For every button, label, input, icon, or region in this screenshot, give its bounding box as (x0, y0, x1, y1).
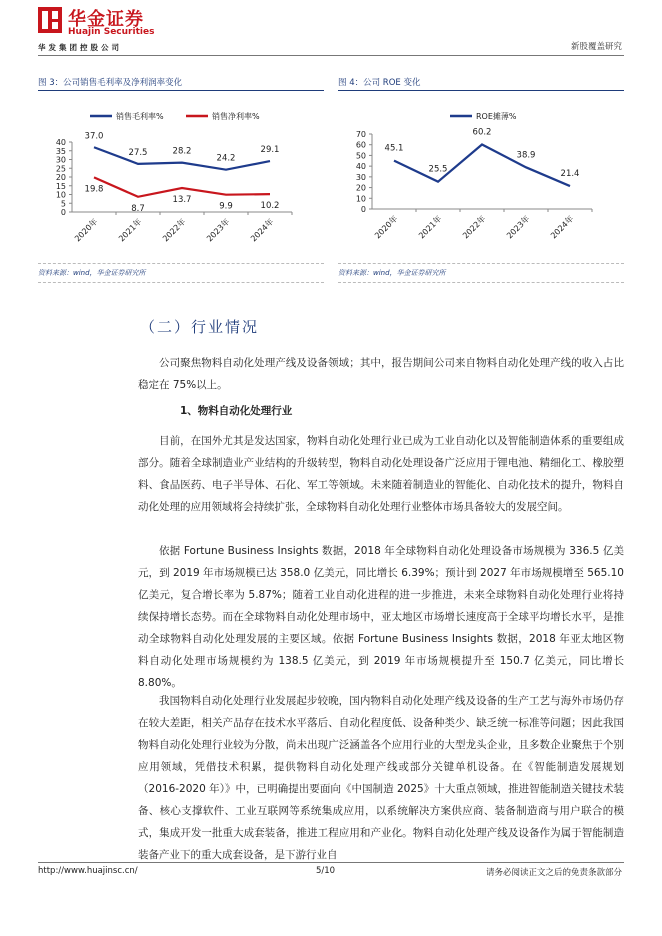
legend-label: 销售毛利率% (116, 112, 164, 121)
paragraph-3: 依据 Fortune Business Insights 数据，2018 年全球物料自动化处理设备市场规模为 336.5 亿美元，到 2019 年市场规模已达 358.0 亿美元，同比增长 6.39%；预计到 2027 年市场规模增至 565.10 亿美元，复合增长率为 5.87%；随着工业自动化进程的进一步推进，未来全球物料自动化处理行业将持续保持增长态势。而在全球物料自动化处理市场中，亚太地区市场增长速度高于全球平均增长水平，是推动全球物料自动化处理发展的主要区域。依据 Fortune Business Insights 数据，2018 年亚太地区物料自动化处理市场规模约为 138.5 亿美元，到 2019 年市场规模提升至 150.7 亿美元，同比增长 8.80%。 (138, 545, 624, 689)
footer-divider (38, 862, 624, 863)
data-label: 24.2 (216, 153, 236, 164)
y-tick-label: 30 (355, 172, 366, 182)
figure-4-title-rule (338, 90, 624, 91)
report-type: 新股覆盖研究 (570, 42, 622, 52)
data-label: 45.1 (384, 143, 404, 154)
y-tick-label: 10 (355, 194, 366, 204)
y-tick-label: 30 (55, 155, 66, 165)
roe-chart (338, 95, 624, 265)
x-tick-label: 2022年 (460, 214, 488, 241)
y-tick-label: 0 (360, 205, 366, 214)
x-tick-label: 2024年 (248, 217, 276, 244)
figure-3-title: 图 3：公司销售毛利率及净利润率变化 (38, 78, 183, 88)
x-tick-label: 2022年 (160, 217, 188, 244)
data-label: 25.5 (428, 164, 448, 175)
paragraph-4: 我国物料自动化处理行业发展起步较晚，国内物料自动化处理产线及设备的生产工艺与海外市场仍存在较大差距，相关产品存在技术水平落后、自动化程度低、设备种类少、缺乏统一标准等问题；因此我国物料自动化处理行业较为分散，尚未出现广泛涵盖各个应用行业的大型龙头企业，且多数企业聚焦于个别应用领域，凭借技术积累，提供物料自动化处理产线或部分关键单机设备。在《智能制造发展规划（2016-2020 年）》中，已明确提出要面向《中国制造 2025》十大重点领域，推进智能制造关键技术装备、核心支撑软件、工业互联网等系统集成应用，以系统解决方案供应商、装备制造商与用户联合的模式，集成开发一批重大成套装备，推进工程应用和产业化。物料自动化处理产线及设备作为属于智能制造装备产业下的重大成套设备，是下游行业自 (138, 695, 624, 861)
brand-name-cn: 华金证券 (68, 9, 144, 30)
data-label: 27.5 (128, 147, 148, 158)
subsection-heading: 1、物料自动化处理行业 (180, 405, 293, 417)
data-label: 9.9 (219, 201, 233, 212)
figure-4-title: 图 4：公司 ROE 变化 (338, 78, 421, 88)
y-tick-label: 35 (55, 146, 66, 156)
x-tick-label: 2020年 (372, 214, 400, 241)
y-tick-label: 60 (355, 140, 366, 150)
data-label: 8.7 (131, 203, 145, 214)
figure-3-source: 资料来源：wind，华金证券研究所 (38, 269, 146, 277)
series-line (394, 145, 570, 187)
section-title: （二）行业情况 (140, 318, 260, 336)
footer-url[interactable]: http://www.huajinsc.cn/ (38, 866, 138, 876)
footer-disclaimer: 请务必阅读正文之后的免责条款部分 (485, 868, 622, 878)
data-label: 13.7 (172, 195, 192, 206)
data-label: 37.0 (84, 131, 104, 142)
legend-label: 销售净利率% (212, 112, 260, 121)
data-label: 28.2 (172, 146, 192, 157)
header-divider (38, 55, 624, 56)
x-tick-label: 2021年 (116, 217, 144, 244)
page-number: 5/10 (316, 866, 336, 876)
figure-4-divider (338, 263, 624, 264)
data-label: 60.2 (472, 127, 492, 138)
figure-3-divider (38, 263, 324, 264)
series-line (94, 177, 270, 196)
y-tick-label: 25 (55, 164, 66, 174)
company-tagline: 华发集团控股公司 (38, 43, 122, 52)
y-tick-label: 20 (55, 173, 66, 182)
data-label: 38.9 (516, 150, 536, 161)
figure-3-bottom-divider (38, 282, 324, 283)
x-tick-label: 2021年 (416, 214, 444, 241)
x-tick-label: 2024年 (548, 214, 576, 241)
paragraph-1: 公司聚焦物料自动化处理产线及设备领域；其中，报告期间公司来自物料自动化处理产线的收入占比稳定在 75%以上。 (138, 357, 624, 391)
figure-4-source: 资料来源：wind，华金证券研究所 (338, 269, 446, 277)
figure-3-title-rule (38, 90, 324, 91)
y-tick-label: 0 (60, 208, 66, 217)
y-tick-label: 10 (55, 190, 66, 200)
y-tick-label: 70 (355, 130, 366, 139)
y-tick-label: 50 (355, 151, 366, 161)
margin-chart (38, 95, 324, 265)
company-logo (38, 7, 62, 33)
data-label: 29.1 (260, 145, 280, 156)
data-label: 19.8 (84, 184, 104, 195)
x-tick-label: 2023年 (204, 217, 232, 244)
y-tick-label: 40 (355, 162, 366, 172)
y-tick-label: 40 (55, 138, 66, 147)
brand-name-en: Huajin Securities (68, 27, 155, 37)
y-tick-label: 15 (55, 181, 66, 191)
legend-label: ROE摊薄% (476, 112, 517, 121)
y-tick-label: 5 (60, 199, 66, 209)
data-label: 21.4 (560, 169, 580, 180)
x-tick-label: 2020年 (72, 217, 100, 244)
paragraph-2: 目前，在国外尤其是发达国家，物料自动化处理行业已成为工业自动化以及智能制造体系的重要组成部分。随着全球制造业产业结构的升级转型，物料自动化处理设备广泛应用于锂电池、精细化工、橡胶塑料、食品医药、电子半导体、石化、军工等领域。未来随着制造业的智能化、自动化技术的提升，物料自动化处理的应用领域将会持续扩张，全球物料自动化处理行业整体市场具备较大的发展空间。 (138, 435, 624, 513)
figure-4-bottom-divider (338, 282, 624, 283)
data-label: 10.2 (260, 201, 280, 212)
x-tick-label: 2023年 (504, 214, 532, 241)
y-tick-label: 20 (355, 183, 366, 193)
